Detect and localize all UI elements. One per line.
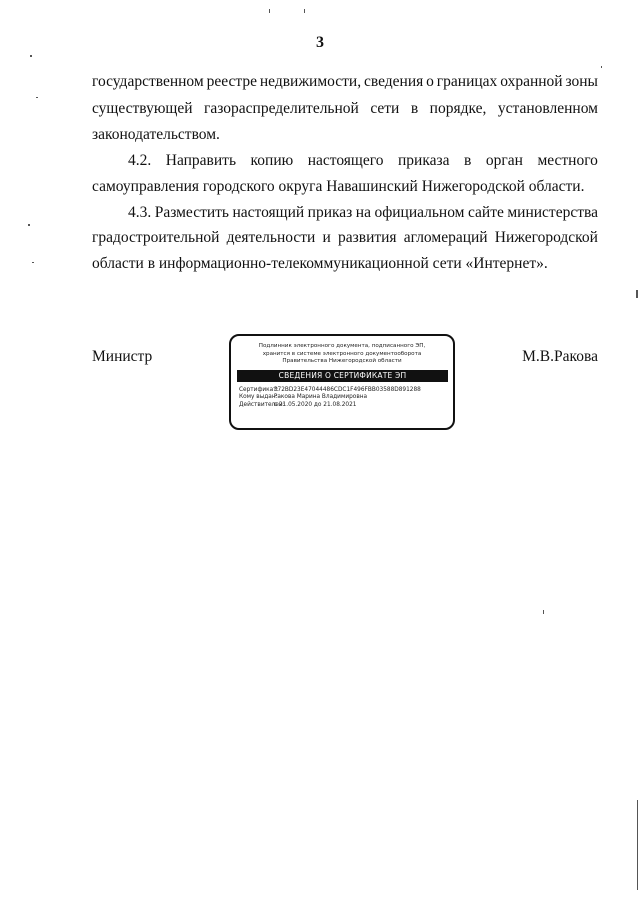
word: министерства	[507, 204, 598, 221]
word: охранной	[500, 73, 563, 90]
validity-label: Действителен:	[239, 401, 285, 408]
word: зоны	[565, 73, 598, 90]
word: сведения	[363, 73, 424, 90]
stamp-header	[231, 343, 453, 366]
paragraph-1-line-2	[92, 99, 598, 119]
word: 4.2.	[128, 152, 152, 169]
word: приказа	[397, 152, 450, 169]
word: приказ	[307, 204, 353, 221]
paragraph-3-line-1	[128, 203, 598, 223]
scan-speck	[637, 800, 638, 890]
paragraph-1-line-3: законодательством.	[92, 126, 220, 143]
word: Нижегородской	[494, 229, 598, 246]
word: официальном	[374, 204, 465, 221]
word: настоящего	[307, 152, 384, 169]
scan-speck	[30, 55, 32, 57]
word: установленном	[497, 100, 598, 117]
word: Разместить	[154, 204, 229, 221]
scan-speck	[36, 97, 38, 98]
stamp-certificate-details	[239, 387, 453, 410]
word: градостроительной	[92, 229, 220, 246]
scan-speck	[601, 66, 602, 68]
word: агломераций	[403, 229, 488, 246]
word: в	[410, 100, 419, 117]
stamp-header-line-2: хранится в системе электронного документооборота	[262, 350, 422, 357]
electronic-signature-stamp	[229, 334, 455, 430]
word: газораспределительной	[204, 100, 359, 117]
validity-value: с 21.05.2020 до 21.08.2021	[273, 401, 357, 408]
scan-speck	[269, 9, 270, 13]
word: деятельности	[226, 229, 316, 246]
word: сайте	[467, 204, 504, 221]
issued-to-label: Кому выдан:	[239, 394, 278, 401]
paragraph-3-line-2	[92, 228, 598, 248]
word: о	[426, 73, 434, 90]
issued-to-value: Ракова Марина Владимировна	[273, 394, 368, 401]
page-number: 3	[316, 34, 324, 51]
word: копию	[250, 152, 294, 169]
signer-name: М.В.Ракова	[522, 348, 598, 365]
word: местного	[537, 152, 598, 169]
word: недвижимости,	[259, 73, 362, 90]
scan-speck	[28, 224, 30, 226]
paragraph-3-line-3: области в информационно-телекоммуникационной сети «Интернет».	[92, 255, 548, 272]
paragraph-2-line-2: самоуправления городского округа Навашинский Нижегородской области.	[92, 178, 585, 195]
word: на	[355, 204, 371, 221]
stamp-header-line-1: Подлинник электронного документа, подписанного ЭП,	[258, 343, 426, 349]
word: в	[464, 152, 472, 169]
stamp-certificate-title: СВЕДЕНИЯ О СЕРТИФИКАТЕ ЭП	[237, 370, 448, 382]
paragraph-1-line-1	[92, 72, 598, 92]
signer-position: Министр	[92, 348, 153, 365]
stamp-header-line-3: Правительства Нижегородской области	[282, 358, 402, 364]
scan-speck	[32, 262, 34, 263]
certificate-value: 372BD23E47044486CDC1F496FBB03588D891288	[273, 386, 421, 393]
word: государственном	[92, 73, 204, 90]
stamp-issued-to-row	[239, 394, 453, 402]
word: реестре	[206, 73, 257, 90]
word: существующей	[92, 100, 193, 117]
word: развития	[338, 229, 397, 246]
paragraph-2-line-1	[128, 151, 598, 171]
scan-speck	[543, 610, 544, 614]
certificate-label: Сертификат:	[239, 386, 279, 393]
word: настоящий	[232, 204, 305, 221]
stamp-validity-row	[239, 402, 453, 410]
word: орган	[485, 152, 523, 169]
word: 4.3.	[128, 204, 152, 221]
word: Направить	[165, 152, 237, 169]
word: и	[322, 229, 331, 246]
stamp-certificate-row	[239, 387, 453, 395]
word: порядке,	[429, 100, 487, 117]
word: сети	[370, 100, 400, 117]
scan-speck	[636, 290, 638, 298]
scan-speck	[304, 9, 305, 13]
word: границах	[436, 73, 498, 90]
